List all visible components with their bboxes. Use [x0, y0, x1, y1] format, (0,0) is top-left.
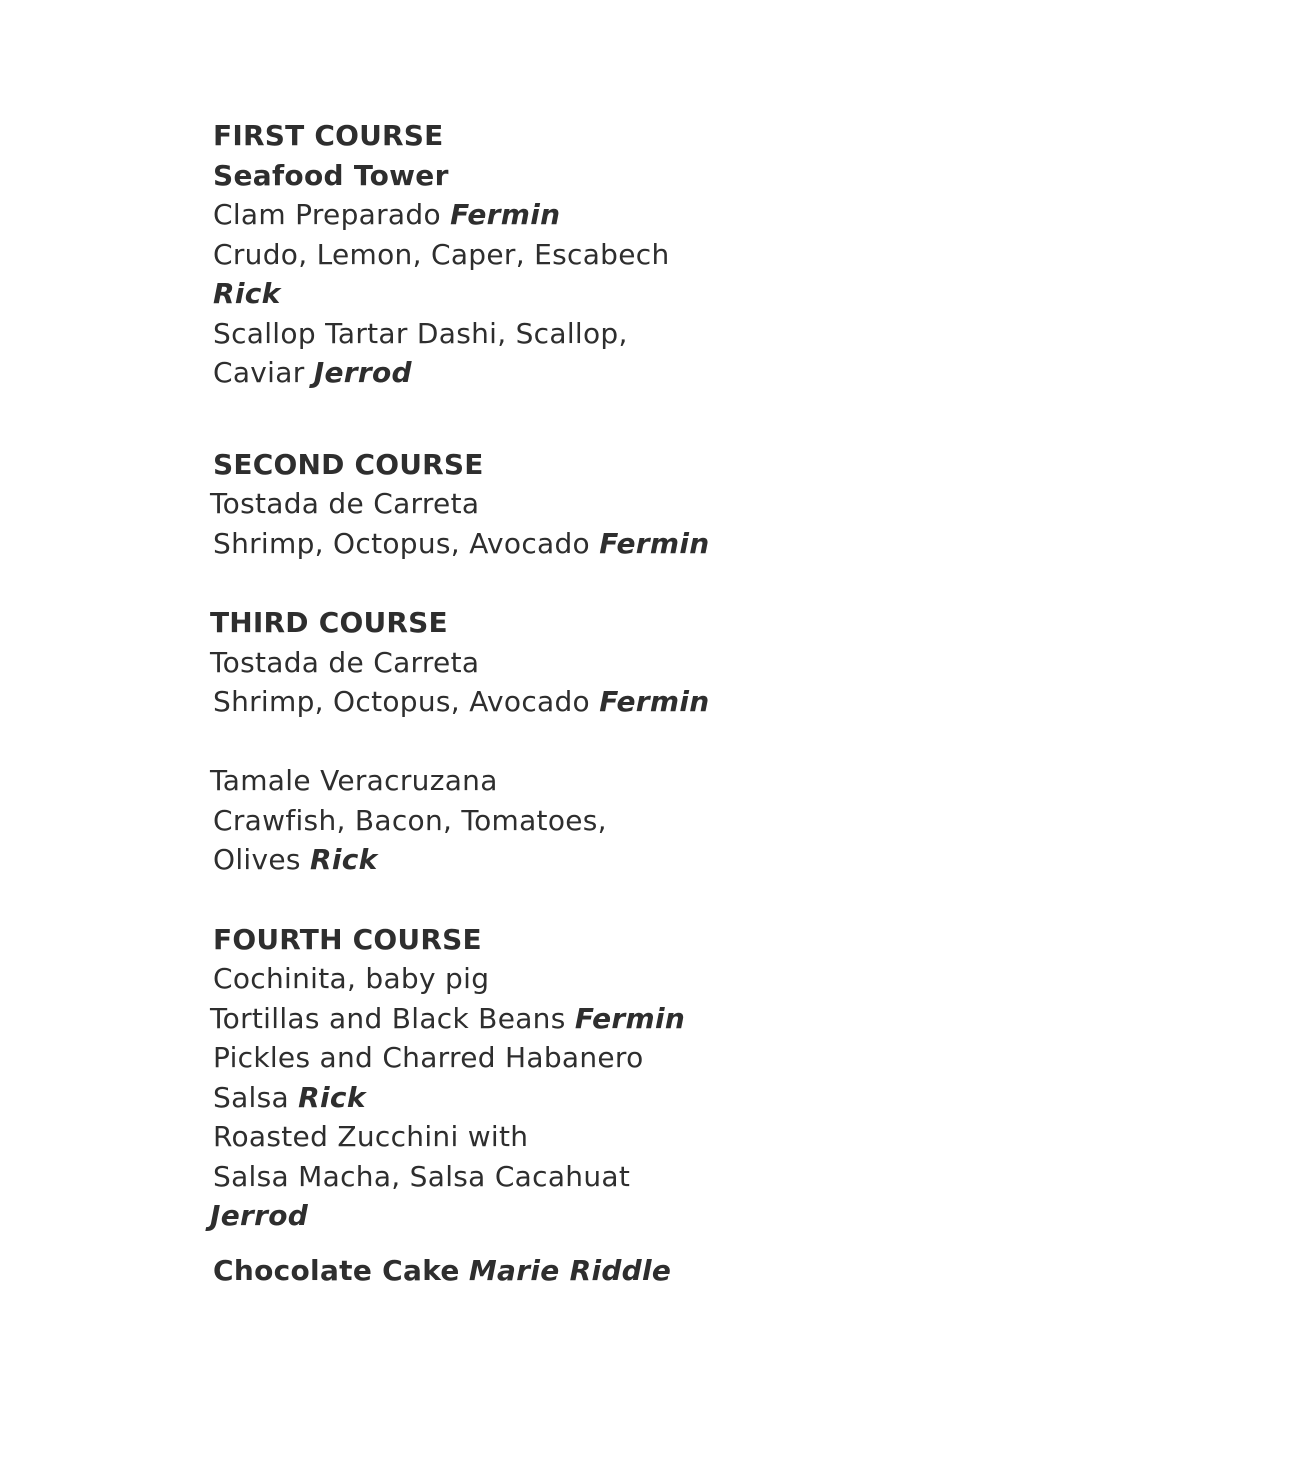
menu	[210, 116, 853, 1290]
dish-text: Clam Preparado	[213, 198, 441, 231]
chef-name: Fermin	[599, 526, 710, 560]
dessert-section	[213, 1251, 853, 1291]
chef-name: Rick	[213, 277, 281, 310]
dish-text: Scallop Tartar Dashi, Scallop,	[213, 316, 628, 350]
dish-text: Roasted Zucchini with	[213, 1120, 529, 1153]
menu-line	[213, 195, 853, 235]
chef-name: Rick	[310, 843, 378, 876]
chef-name: Fermin	[574, 1001, 686, 1035]
second-course-section	[210, 445, 853, 564]
spacer	[213, 563, 853, 603]
menu-line	[213, 1251, 853, 1291]
course-heading: THIRD COURSE	[210, 606, 448, 639]
dish-text: Pickles and Charred Habanero	[213, 1041, 644, 1074]
menu-line	[213, 353, 853, 393]
chef-name: Fermin	[450, 198, 561, 231]
dish-text: Crawfish, Bacon, Tomatoes,	[213, 803, 607, 837]
third-course-section	[210, 603, 853, 880]
dish-text: Crudo, Lemon, Caper, Escabech	[213, 237, 670, 271]
dish-text: Salsa	[213, 1080, 289, 1114]
dish-text: Shrimp, Octopus, Avocado	[213, 685, 590, 718]
chef-name: Fermin	[599, 685, 710, 718]
dish-title: Tostada de Carreta	[210, 487, 480, 520]
chef-name: Marie Riddle	[468, 1253, 672, 1287]
dish-text: Cochinita, baby pig	[213, 962, 490, 995]
dish-text: Shrimp, Octopus, Avocado	[213, 526, 590, 560]
chef-name: Jerrod	[210, 1199, 309, 1232]
course-heading: SECOND COURSE	[213, 447, 484, 481]
course-heading: FOURTH COURSE	[213, 922, 482, 956]
menu-line	[213, 840, 853, 880]
spacer	[213, 880, 853, 920]
course-heading: FIRST COURSE	[213, 119, 444, 152]
fourth-course-section	[210, 920, 853, 1236]
chef-name: Jerrod	[313, 356, 412, 389]
dish-title: Tostada de Carreta	[210, 645, 480, 679]
dish-text: Salsa Macha, Salsa Cacahuat	[213, 1159, 631, 1193]
dish-text: Tortillas and Black Beans	[210, 1001, 566, 1035]
menu-line	[210, 999, 853, 1039]
menu-line	[213, 682, 853, 722]
dish-title: Tamale Veracruzana	[210, 764, 498, 797]
dish-text: Caviar	[213, 356, 305, 389]
first-course-section	[213, 116, 853, 393]
spacer	[213, 393, 853, 445]
dish-text: Olives	[213, 843, 301, 876]
menu-line	[213, 1078, 853, 1118]
blank-line	[213, 722, 853, 762]
dish-title: Chocolate Cake	[213, 1253, 460, 1287]
dish-title: Seafood Tower	[213, 158, 449, 192]
spacer	[213, 1236, 853, 1251]
menu-line	[213, 524, 853, 564]
chef-name: Rick	[298, 1080, 366, 1114]
